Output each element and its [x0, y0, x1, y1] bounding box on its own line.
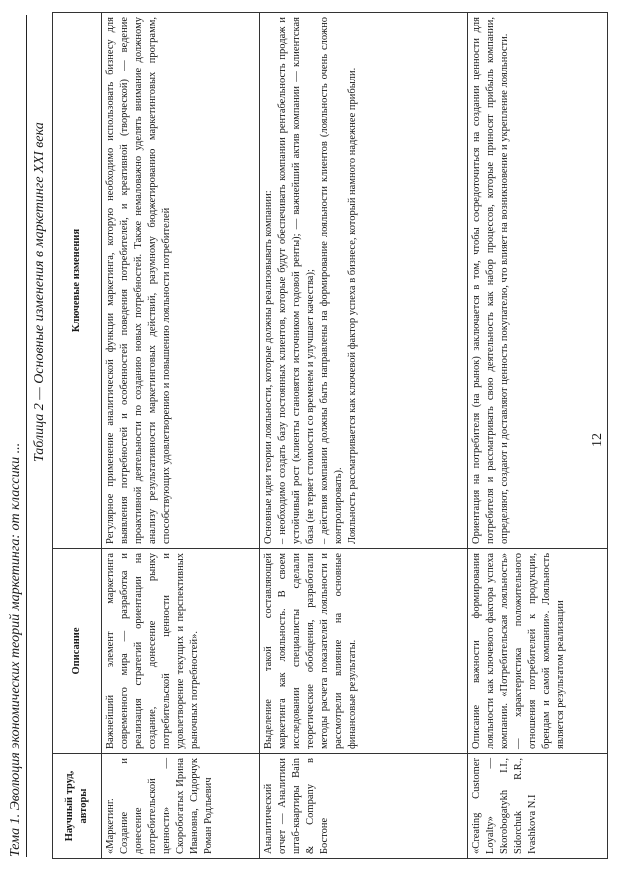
cell-authors: «Маркетинг. Создание и донесение потребительской ценности» — Скоробогатых Ирина Ивановна, Сидорчук Роман Родльевич: [102, 754, 260, 859]
table-caption: Таблица 2 — Основные изменения в маркетинге XXI века: [32, 122, 47, 462]
cell-description: Важнейший элемент маркетинга современного мира — разработка и реализация стратегий ориентации на создание, донесение рынку потребительской ценности и удовлетворение текущих и перспективных рыночных потребностей».: [102, 549, 260, 754]
changes-text: – необходимо создать базу постоянных клиентов, которые будут обеспечивать компании рентабельность продаж и устойчивый рост (клиенты становятся источником годовой ренты); — важнейший актив компании — клиентская база (не теряет стоимости со временем и улучшает качества);: [277, 17, 316, 544]
table-row: [102, 13, 260, 859]
table-header-row: [53, 13, 102, 859]
header-description: Описание: [53, 549, 102, 754]
running-header: Тема 1. Эволюция экономических теорий маркетинга: от классики ...: [8, 15, 27, 857]
changes-table: [52, 12, 608, 859]
cell-description: Выделение такой составляющей маркетинга как лояльность. В своем исследовании специалисты сделали теоретические обобщения, разработали методы расчета показателей лояльности и рассмотрели влияние на основные финансовые результаты.: [260, 549, 468, 754]
cell-changes: [102, 13, 260, 549]
changes-text: Лояльность рассматривается как ключевой фактор успеха в бизнесе, который намного надежнее прибыли.: [347, 67, 358, 544]
changes-text: Основные идеи теории лояльности, которые должны реализовывать компании:: [263, 190, 274, 544]
page-number: 12: [590, 433, 605, 447]
cell-changes: [468, 13, 608, 549]
cell-authors: «Creating Customer Loyalty» — Skorobogatykh I.I., Sidorchuk R.R., Ivashkova N.I: [468, 754, 608, 859]
changes-text: – действия компании должны быть направлены на формирование лояльности клиентов (лояльность очень сложно контролировать).: [319, 17, 344, 544]
table-row: [468, 13, 608, 859]
cell-changes: [260, 13, 468, 549]
cell-authors: Аналитический отчет — Аналитики штаб-квартиры Bain & Company в Бостоне: [260, 754, 468, 859]
header-authors: Научный труд, авторы: [53, 754, 102, 859]
header-changes: Ключевые изменения: [53, 13, 102, 549]
cell-description: Описание важности формирования лояльности как ключевого фактора успеха компании. «Потребительская лояльность» — характеристика положительного отношения потребителей к продукции, брендам и самой компании». Лояльность является результатом реализации: [468, 549, 608, 754]
table-row: [260, 13, 468, 859]
changes-text: Регулярное применение аналитической функции маркетинга, которую необходимо использовать бизнесу для выявления потребностей и особенностей поведения потребителей, и креативной (творческой) — ведение проактивной деятельности по созданию новых потребностей. Также немаловажно уделять внимание должному анализу результативности маркетинговых действий, разумному бюджетированию маркетинговых программ, способствующих удовлетворению и повышению лояльности потребителей: [105, 17, 172, 544]
changes-text: Ориентация на потребителя (на рынок) заключается в том, чтобы сосредоточиться на создании ценности для потребителя и рассматривать свою деятельность как набор процессов, которые приносят прибыль компании, определяют, создают и доставляют ценность покупателю, что влияет на возникновение и укрепление лояльности.: [471, 17, 510, 544]
